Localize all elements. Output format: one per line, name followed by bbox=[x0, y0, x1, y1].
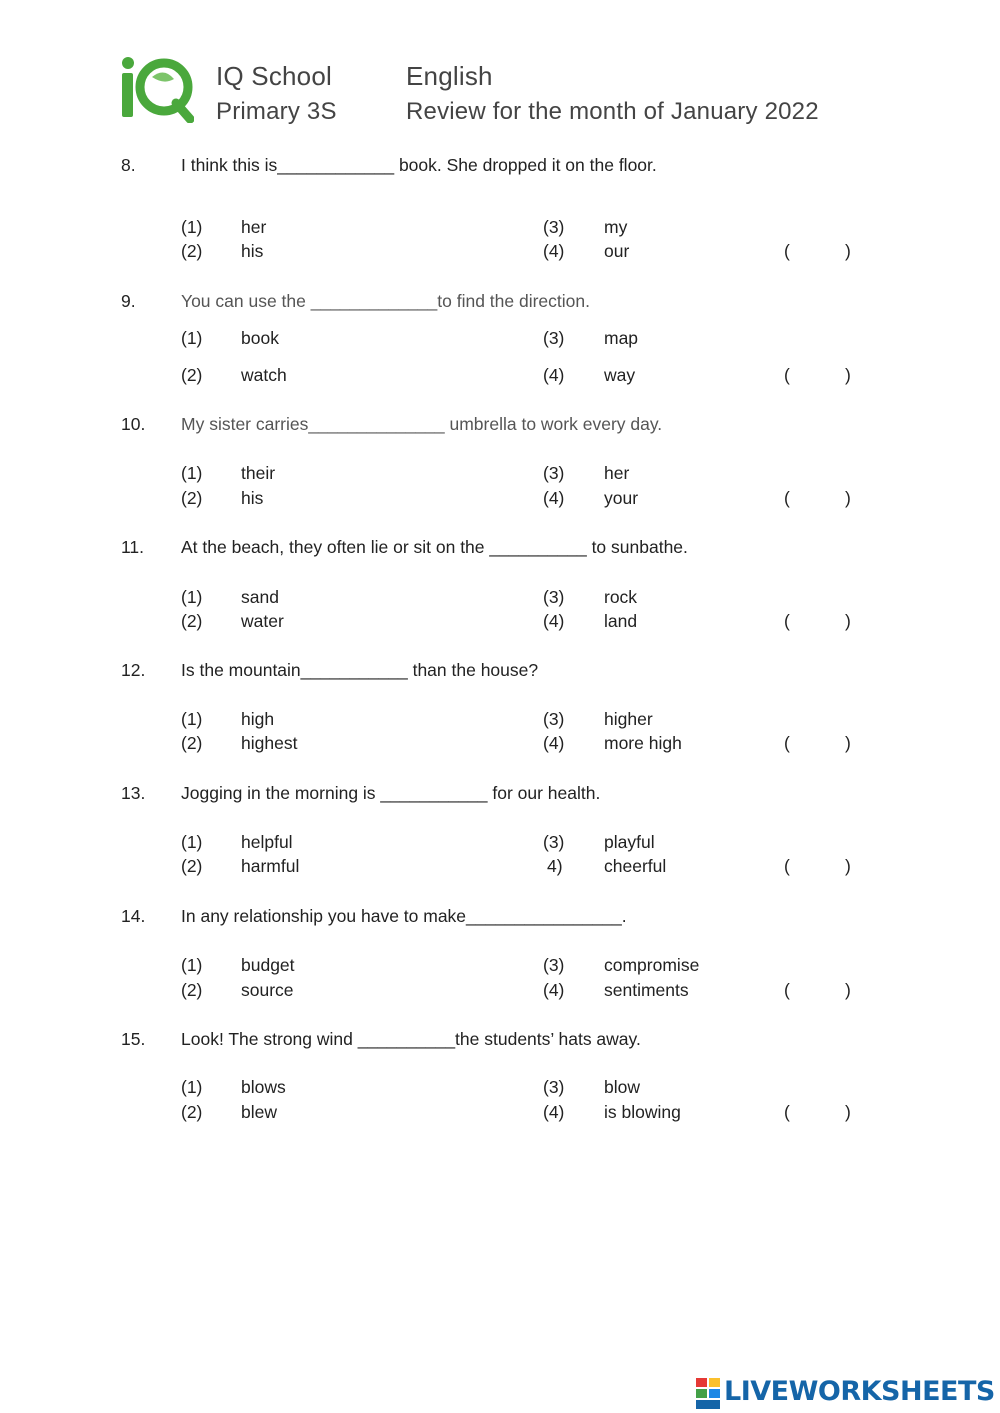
option-text[interactable]: your bbox=[604, 488, 639, 508]
option-text[interactable]: harmful bbox=[241, 856, 300, 876]
page-header bbox=[118, 55, 878, 135]
option-text[interactable]: map bbox=[604, 328, 639, 348]
school-name: IQ School bbox=[216, 61, 332, 91]
subject-title: English bbox=[406, 61, 493, 91]
answer-box-close: ) bbox=[845, 980, 851, 1000]
option-number: (4) bbox=[543, 241, 565, 261]
answer-box-open[interactable]: ( bbox=[784, 241, 790, 261]
liveworksheets-brand[interactable]: LIVEWORKSHEETS bbox=[724, 1376, 995, 1407]
answer-box-close: ) bbox=[845, 1102, 851, 1122]
option-number: (2) bbox=[181, 488, 203, 508]
option-number: (3) bbox=[543, 217, 565, 237]
question-text: At the beach, they often lie or sit on the __________ to sunbathe. bbox=[181, 537, 688, 557]
answer-box-open[interactable]: ( bbox=[784, 1102, 790, 1122]
question-text: Jogging in the morning is ___________ for our health. bbox=[181, 783, 601, 803]
option-number: (1) bbox=[181, 1077, 203, 1097]
answer-box-close: ) bbox=[845, 241, 851, 261]
question-number: 8. bbox=[121, 155, 136, 175]
answer-box-open[interactable]: ( bbox=[784, 856, 790, 876]
option-text[interactable]: budget bbox=[241, 955, 295, 975]
option-number: (1) bbox=[181, 217, 203, 237]
answer-box-close: ) bbox=[845, 488, 851, 508]
option-number: (3) bbox=[543, 709, 565, 729]
question-number: 11. bbox=[121, 537, 145, 557]
option-text[interactable]: their bbox=[241, 463, 276, 483]
option-text[interactable]: compromise bbox=[604, 955, 700, 975]
question-number: 9. bbox=[121, 291, 136, 311]
option-number: 4) bbox=[547, 856, 563, 876]
option-number: (3) bbox=[543, 1077, 565, 1097]
option-number: (4) bbox=[543, 1102, 565, 1122]
option-number: (4) bbox=[543, 365, 565, 385]
question-text: Is the mountain___________ than the house? bbox=[181, 660, 539, 680]
option-text[interactable]: way bbox=[604, 365, 636, 385]
option-number: (4) bbox=[543, 488, 565, 508]
answer-box-open[interactable]: ( bbox=[784, 733, 790, 753]
option-text[interactable]: his bbox=[241, 241, 264, 261]
question-number: 12. bbox=[121, 660, 146, 680]
option-text[interactable]: blow bbox=[604, 1077, 640, 1097]
option-text[interactable]: sentiments bbox=[604, 980, 689, 1000]
option-text[interactable]: her bbox=[241, 217, 267, 237]
option-number: (2) bbox=[181, 733, 203, 753]
option-number: (3) bbox=[543, 463, 565, 483]
review-title: Review for the month of January 2022 bbox=[406, 98, 819, 125]
option-number: (3) bbox=[543, 832, 565, 852]
option-text[interactable]: land bbox=[604, 611, 638, 631]
option-number: (3) bbox=[543, 955, 565, 975]
question-text: In any relationship you have to make________________. bbox=[181, 906, 627, 926]
option-text[interactable]: playful bbox=[604, 832, 655, 852]
liveworksheets-logo-icon bbox=[696, 1376, 722, 1410]
option-number: (2) bbox=[181, 856, 203, 876]
option-text[interactable]: watch bbox=[241, 365, 287, 385]
option-number: (2) bbox=[181, 611, 203, 631]
class-name: Primary 3S bbox=[216, 98, 337, 125]
option-number: (4) bbox=[543, 611, 565, 631]
option-text[interactable]: more high bbox=[604, 733, 682, 753]
option-text[interactable]: is blowing bbox=[604, 1102, 681, 1122]
question-text: You can use the _____________to find the direction. bbox=[181, 291, 590, 311]
option-text[interactable]: source bbox=[241, 980, 294, 1000]
option-number: (3) bbox=[543, 328, 565, 348]
option-text[interactable]: cheerful bbox=[604, 856, 667, 876]
option-number: (1) bbox=[181, 463, 203, 483]
question-number: 10. bbox=[121, 414, 146, 434]
option-number: (1) bbox=[181, 587, 203, 607]
option-text[interactable]: highest bbox=[241, 733, 298, 753]
option-text[interactable]: blew bbox=[241, 1102, 277, 1122]
option-text[interactable]: blows bbox=[241, 1077, 286, 1097]
option-text[interactable]: our bbox=[604, 241, 630, 261]
option-number: (4) bbox=[543, 980, 565, 1000]
option-number: (2) bbox=[181, 980, 203, 1000]
option-text[interactable]: her bbox=[604, 463, 630, 483]
answer-box-open[interactable]: ( bbox=[784, 611, 790, 631]
option-text[interactable]: higher bbox=[604, 709, 653, 729]
option-text[interactable]: helpful bbox=[241, 832, 293, 852]
option-number: (2) bbox=[181, 241, 203, 261]
question-number: 15. bbox=[121, 1029, 146, 1049]
option-text[interactable]: high bbox=[241, 709, 275, 729]
option-text[interactable]: book bbox=[241, 328, 279, 348]
option-number: (1) bbox=[181, 328, 203, 348]
answer-box-close: ) bbox=[845, 365, 851, 385]
option-text[interactable]: water bbox=[241, 611, 284, 631]
answer-box-open[interactable]: ( bbox=[784, 365, 790, 385]
question-number: 13. bbox=[121, 783, 146, 803]
option-number: (4) bbox=[543, 733, 565, 753]
answer-box-open[interactable]: ( bbox=[784, 488, 790, 508]
question-text: Look! The strong wind __________the students’ hats away. bbox=[181, 1029, 641, 1049]
answer-box-open[interactable]: ( bbox=[784, 980, 790, 1000]
option-number: (2) bbox=[181, 365, 203, 385]
option-text[interactable]: sand bbox=[241, 587, 279, 607]
iq-school-logo bbox=[118, 55, 194, 123]
option-number: (2) bbox=[181, 1102, 203, 1122]
question-text: I think this is____________ book. She dropped it on the floor. bbox=[181, 155, 657, 175]
option-text[interactable]: my bbox=[604, 217, 628, 237]
option-number: (1) bbox=[181, 709, 203, 729]
answer-box-close: ) bbox=[845, 733, 851, 753]
option-number: (1) bbox=[181, 832, 203, 852]
option-text[interactable]: his bbox=[241, 488, 264, 508]
option-number: (1) bbox=[181, 955, 203, 975]
option-text[interactable]: rock bbox=[604, 587, 638, 607]
question-number: 14. bbox=[121, 906, 146, 926]
question-text: My sister carries______________ umbrella to work every day. bbox=[181, 414, 663, 434]
answer-box-close: ) bbox=[845, 611, 851, 631]
option-number: (3) bbox=[543, 587, 565, 607]
answer-box-close: ) bbox=[845, 856, 851, 876]
